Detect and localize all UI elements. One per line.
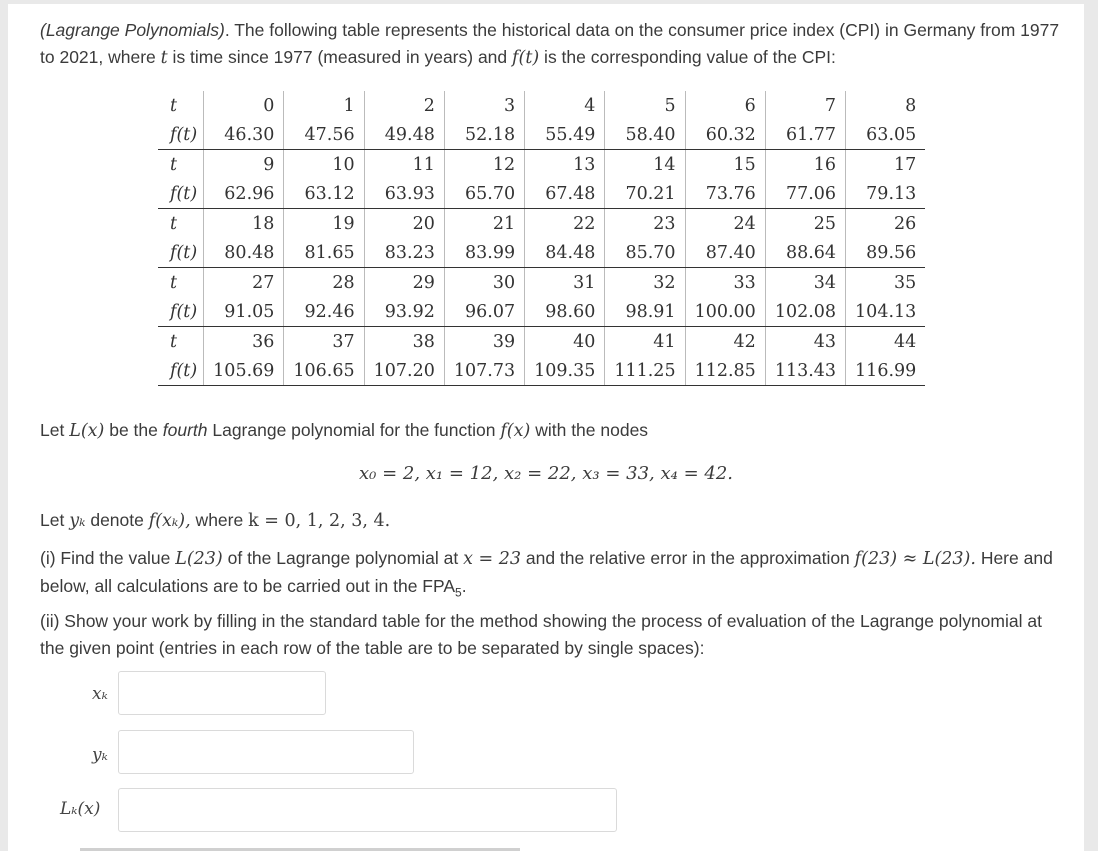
part-i-text-b: of the Lagrange polynomial at [222,548,464,568]
cpi-value-cell: 83.23 [364,238,444,268]
t-value-cell: 22 [525,209,605,239]
cpi-value-cell: 92.46 [284,297,364,327]
cpi-value-cell: 49.48 [364,120,444,150]
intro-text-2: is time since 1977 (measured in years) and [167,47,513,67]
part-i-text-c: and the relative error in the approximation [521,548,855,568]
cpi-value-cell: 105.69 [204,356,284,386]
t-value-cell: 24 [685,209,765,239]
cpi-value-cell: 98.60 [525,297,605,327]
cpi-value-cell: 112.85 [685,356,765,386]
t-value-cell: 37 [284,327,364,357]
intro-paragraph [40,17,1060,72]
t-value-cell: 0 [204,91,284,120]
cpi-value-cell: 106.65 [284,356,364,386]
part-i-subscript: 5 [455,585,462,600]
cpi-value-cell: 77.06 [765,179,845,209]
cpi-value-cell: 96.07 [444,297,524,327]
cpi-t-row [158,327,925,357]
cpi-value-cell: 100.00 [685,297,765,327]
t-label: t [158,209,204,239]
intro-text-1: . The following table represents the historical data on the consumer price index (CPI) in Germany from 1977 to 2021, where [40,20,1060,67]
f-label: f(t) [158,297,204,327]
cpi-value-cell: 102.08 [765,297,845,327]
t-label: t [158,268,204,298]
intro-title: (Lagrange Polynomials) [40,20,225,40]
cpi-value-cell: 81.65 [284,238,364,268]
t-value-cell: 33 [685,268,765,298]
t-value-cell: 27 [204,268,284,298]
cpi-t-row [158,91,925,120]
t-value-cell: 38 [364,327,444,357]
let-y-sentence [40,507,390,535]
let-y-text-b: denote [85,510,149,530]
t-value-cell: 12 [444,150,524,180]
cpi-value-cell: 46.30 [204,120,284,150]
cpi-f-row [158,297,925,327]
t-value-cell: 17 [894,154,917,175]
cpi-value-cell: 61.77 [765,120,845,150]
cpi-value-cell: 83.99 [444,238,524,268]
t-value-cell: 43 [765,327,845,357]
t-value-cell: 19 [284,209,364,239]
t-value-cell: 32 [605,268,685,298]
t-value-cell: 5 [605,91,685,120]
yk-row-label: yₖ [92,745,108,765]
t-value-cell: 16 [765,150,845,180]
t-value-cell: 39 [444,327,524,357]
t-value-cell: 3 [444,91,524,120]
question-panel [8,4,1084,851]
cpi-value-cell: 79.13 [846,179,926,209]
yk-input[interactable] [118,730,414,774]
t-value-cell: 40 [525,327,605,357]
t-value-cell: 31 [525,268,605,298]
t-value-cell: 42 [685,327,765,357]
cpi-value-cell: 63.05 [846,120,926,150]
cpi-value-cell: 107.73 [444,356,524,386]
let-y-fxk: f(xₖ), [148,511,191,531]
t-value-cell: 28 [284,268,364,298]
cpi-value-cell: 93.92 [364,297,444,327]
cpi-value-cell: 70.21 [605,179,685,209]
cpi-value-cell: 80.48 [204,238,284,268]
part-i-text-a: (i) Find the value [40,548,176,568]
cpi-value-cell: 52.18 [444,120,524,150]
cpi-f-row [158,356,925,386]
cpi-value-cell: 85.70 [605,238,685,268]
cpi-value-cell: 63.93 [364,179,444,209]
Lk-input[interactable] [118,788,617,832]
intro-text-3: is the corresponding value of the CPI: [539,47,836,67]
t-value-cell: 10 [284,150,364,180]
t-value-cell: 21 [444,209,524,239]
t-value-cell: 6 [685,91,765,120]
t-value-cell: 25 [765,209,845,239]
t-value-cell: 41 [605,327,685,357]
cpi-t-row [158,209,925,239]
part-i-approx: f(23) ≈ L(23). [854,549,976,569]
cpi-value-cell: 47.56 [284,120,364,150]
let-L-fourth: fourth [162,420,208,440]
cpi-value-cell: 87.40 [685,238,765,268]
let-L-text-a: Let [40,420,70,440]
cpi-value-cell: 104.13 [846,297,926,327]
part-i-paragraph [40,545,1055,607]
cpi-value-cell: 67.48 [525,179,605,209]
t-value-cell: 1 [284,91,364,120]
Lk-row-label: Lₖ(x) [60,799,101,819]
t-value-cell: 4 [525,91,605,120]
cpi-value-cell: 88.64 [765,238,845,268]
f-label: f(t) [158,120,204,150]
t-value-cell: 9 [204,150,284,180]
let-L-fx: f(x) [500,421,531,441]
part-i-x23: x = 23 [463,549,521,569]
t-value-cell: 18 [204,209,284,239]
part-i-L23: L(23) [175,549,223,569]
cpi-table [158,91,925,386]
cpi-value-cell: 84.48 [525,238,605,268]
cpi-value-cell: 113.43 [765,356,845,386]
cpi-value-cell: 109.35 [525,356,605,386]
t-value-cell: 35 [894,272,917,293]
let-y-yk: yₖ [69,511,86,531]
part-i-text-e: . [461,576,467,596]
t-value-cell: 2 [364,91,444,120]
part-i-text-d: Here and below, all calculations are to be carried out in the FPA [40,548,1053,596]
intro-var-t: t [160,48,168,68]
t-label: t [158,91,204,120]
f-label: f(t) [158,179,204,209]
cpi-f-row [158,238,925,268]
nodes-equation: x₀ = 2, x₁ = 12, x₂ = 22, x₃ = 33, x₄ = 42. [358,463,734,484]
t-label: t [158,150,204,180]
cpi-value-cell: 65.70 [444,179,524,209]
cpi-f-row [158,179,925,209]
let-L-Lx: L(x) [69,421,105,441]
let-L-text-c: Lagrange polynomial for the function [207,420,501,440]
cpi-t-row [158,150,925,180]
t-value-cell: 30 [444,268,524,298]
intro-var-ft: f(t) [512,48,540,68]
t-value-cell: 26 [894,213,917,234]
let-y-k: k = 0, 1, 2, 3, 4. [248,511,391,531]
t-label: t [158,327,204,357]
t-value-cell: 23 [605,209,685,239]
cpi-value-cell: 107.20 [364,356,444,386]
t-value-cell: 34 [765,268,845,298]
t-value-cell: 36 [204,327,284,357]
let-L-text-b: be the [104,420,163,440]
cpi-value-cell: 63.12 [284,179,364,209]
t-value-cell: 15 [685,150,765,180]
f-label: f(t) [158,356,204,386]
let-y-text-a: Let [40,510,70,530]
t-value-cell: 7 [765,91,845,120]
t-value-cell: 14 [605,150,685,180]
xk-row-label: xₖ [92,684,108,704]
let-L-sentence [40,417,648,445]
cpi-value-cell: 89.56 [846,238,926,268]
cpi-value-cell: 111.25 [605,356,685,386]
let-L-text-d: with the nodes [530,420,649,440]
t-value-cell: 20 [364,209,444,239]
cpi-value-cell: 98.91 [605,297,685,327]
let-y-text-c: where [190,510,249,530]
t-value-cell: 44 [894,331,917,352]
t-value-cell: 8 [905,95,917,116]
cpi-value-cell: 116.99 [846,356,926,386]
cpi-t-row [158,268,925,298]
cpi-value-cell: 60.32 [685,120,765,150]
t-value-cell: 11 [364,150,444,180]
cpi-value-cell: 55.49 [525,120,605,150]
cpi-value-cell: 62.96 [204,179,284,209]
xk-input[interactable] [118,671,326,715]
part-ii-paragraph: (ii) Show your work by filling in the standard table for the method showing the process of evaluation of the Lagrange polynomial at the given point (entries in each row of the table are to be separated by single spaces): [40,611,1042,658]
cpi-value-cell: 58.40 [605,120,685,150]
t-value-cell: 13 [525,150,605,180]
t-value-cell: 29 [364,268,444,298]
f-label: f(t) [158,238,204,268]
cpi-value-cell: 91.05 [204,297,284,327]
cpi-value-cell: 73.76 [685,179,765,209]
cpi-f-row [158,120,925,150]
